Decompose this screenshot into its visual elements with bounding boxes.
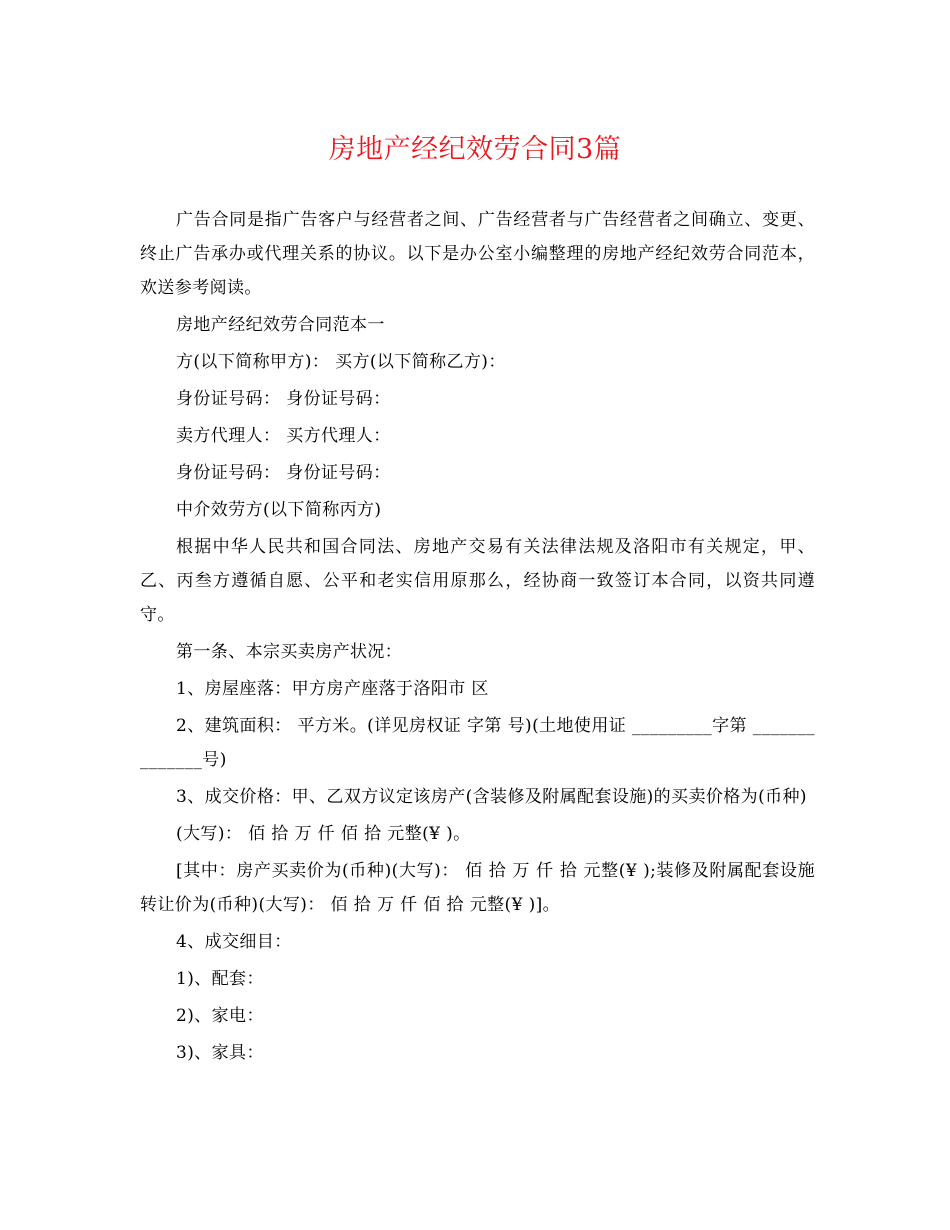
clause-item: [其中：房产买卖价为(币种)(大写)： 佰 拾 万 仟 拾 元整(¥ );装修及附属配套设施转让价为(币种)(大写)： 佰 拾 万 仟 佰 拾 元整(¥ )]。 <box>140 861 815 915</box>
list-item: 2)、家电： <box>176 1006 264 1026</box>
clause-item: 1、房屋座落：甲方房产座落于洛阳市 区 <box>176 679 489 699</box>
preamble-paragraph: 根据中华人民共和国合同法、房地产交易有关法律法规及洛阳市有关规定，甲、乙、丙叁方遵循自愿、公平和老实信用原那么，经协商一致签订本合同，以资共同遵守。 <box>140 537 815 625</box>
party-line: 身份证号码： 身份证号码： <box>176 463 391 483</box>
article-heading: 第一条、本宗买卖房产状况： <box>176 642 403 662</box>
document-body <box>140 203 815 1073</box>
clause-item: 4、成交细目： <box>176 932 292 952</box>
clause-item: (大写)： 佰 拾 万 仟 佰 拾 元整(¥ )。 <box>176 824 471 844</box>
section-heading: 房地产经纪效劳合同范本一 <box>176 315 385 335</box>
clause-item: 2、建筑面积： 平方米。(详见房权证 字第 号)(土地使用证 _________字第 ______________号) <box>140 716 815 770</box>
list-item: 1)、配套： <box>176 969 264 989</box>
party-line: 身份证号码： 身份证号码： <box>176 389 391 409</box>
clause-item: 3、成交价格：甲、乙双方议定该房产(含装修及附属配套设施)的买卖价格为(币种) <box>176 787 807 807</box>
party-line: 中介效劳方(以下简称丙方) <box>176 500 382 520</box>
list-item: 3)、家具： <box>176 1043 264 1063</box>
party-line: 方(以下简称甲方)： 买方(以下简称乙方)： <box>176 352 506 372</box>
intro-paragraph: 广告合同是指广告客户与经营者之间、广告经营者与广告经营者之间确立、变更、终止广告承办或代理关系的协议。以下是办公室小编整理的房地产经纪效劳合同范本，欢送参考阅读。 <box>140 210 815 298</box>
party-line: 卖方代理人： 买方代理人： <box>176 426 391 446</box>
document-title: 房地产经纪效劳合同3篇 <box>328 134 622 165</box>
